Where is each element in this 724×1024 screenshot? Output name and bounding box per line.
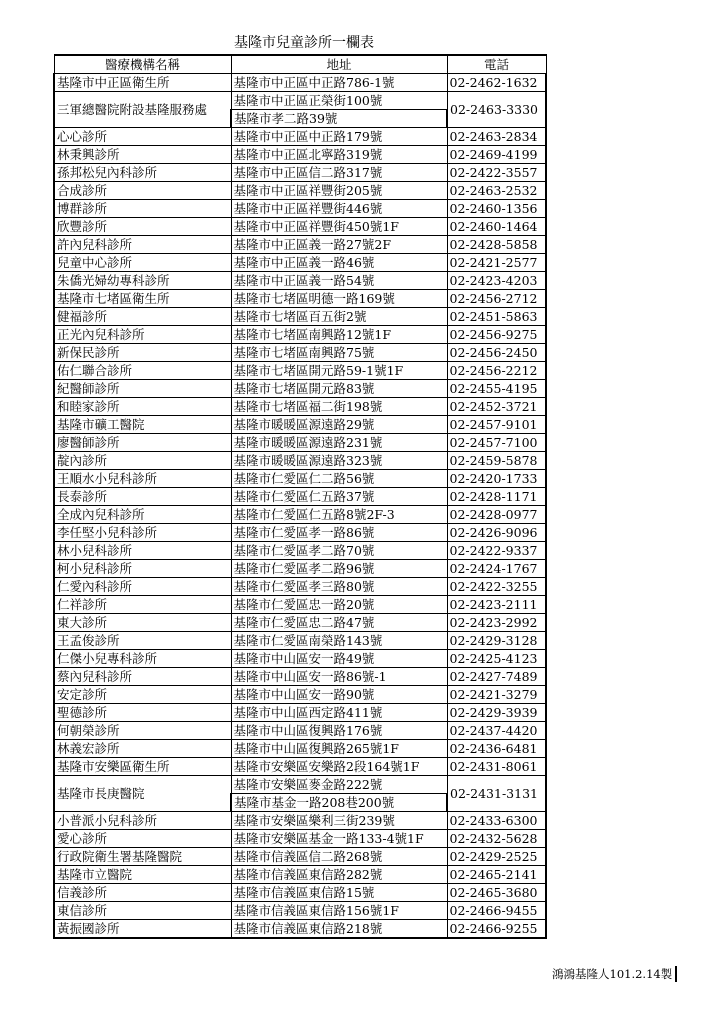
clinic-phone: 02-2466-9455 (447, 902, 546, 920)
table-row (54, 74, 546, 92)
clinic-name: 蔡內兒科診所 (54, 668, 231, 686)
clinic-name: 長泰診所 (54, 488, 231, 506)
clinic-address: 基隆市信義區東信路218號 (231, 920, 447, 939)
table-row (54, 452, 546, 470)
clinic-address: 基隆市信義區東信路15號 (231, 884, 447, 902)
table-row (54, 92, 546, 110)
clinic-name: 基隆市長庚醫院 (54, 776, 231, 812)
clinic-address: 基隆市信義區信二路268號 (231, 848, 447, 866)
clinic-phone: 02-2456-2212 (447, 362, 546, 380)
table-row (54, 416, 546, 434)
table-row (54, 218, 546, 236)
table-row (54, 308, 546, 326)
table-row (54, 542, 546, 560)
clinic-name: 王順水小兒科診所 (54, 470, 231, 488)
table-row (54, 560, 546, 578)
clinic-name: 欣豐診所 (54, 218, 231, 236)
clinic-address: 基隆市安樂區基金一路133-4號1F (231, 830, 447, 848)
clinic-phone: 02-2460-1464 (447, 218, 546, 236)
table-row (54, 722, 546, 740)
column-header-name: 醫療機構名稱 (54, 55, 231, 74)
clinic-phone: 02-2456-9275 (447, 326, 546, 344)
clinic-phone: 02-2456-2712 (447, 290, 546, 308)
clinic-name: 東信診所 (54, 902, 231, 920)
clinic-phone: 02-2423-4203 (447, 272, 546, 290)
clinic-address: 基隆市信義區東信路156號1F (231, 902, 447, 920)
clinic-address: 基隆市安樂區麥金路222號 (231, 776, 447, 794)
table-row (54, 758, 546, 776)
clinic-address: 基隆市中正區義一路27號2F (231, 236, 447, 254)
clinic-address: 基隆市七堵區開元路59-1號1F (231, 362, 447, 380)
column-header-phone: 電話 (447, 55, 546, 74)
clinic-name: 愛心診所 (54, 830, 231, 848)
clinic-address: 基隆市中正區正榮街100號 (231, 92, 447, 110)
clinic-name: 心心診所 (54, 128, 231, 146)
table-row (54, 200, 546, 218)
clinic-name: 聖德診所 (54, 704, 231, 722)
clinic-name: 信義診所 (54, 884, 231, 902)
clinic-name: 博群診所 (54, 200, 231, 218)
clinic-address: 基隆市中正區義一路46號 (231, 254, 447, 272)
table-row (54, 884, 546, 902)
table-row (54, 740, 546, 758)
clinic-name: 基隆市立醫院 (54, 866, 231, 884)
clinic-name: 基隆市礦工醫院 (54, 416, 231, 434)
clinic-address: 基隆市七堵區福二街198號 (231, 398, 447, 416)
clinic-name: 健福診所 (54, 308, 231, 326)
table-row (54, 344, 546, 362)
clinic-name: 黃振國診所 (54, 920, 231, 939)
table-row (54, 254, 546, 272)
table-header-row (54, 55, 546, 74)
clinic-address: 基隆市仁愛區孝一路86號 (231, 524, 447, 542)
clinic-address: 基隆市仁愛區忠一路20號 (231, 596, 447, 614)
clinic-address: 基隆市中山區西定路411號 (231, 704, 447, 722)
table-row (54, 128, 546, 146)
clinic-phone: 02-2462-1632 (447, 74, 546, 92)
table-row (54, 632, 546, 650)
table-row (54, 776, 546, 794)
clinic-address: 基隆市中正區義一路54號 (231, 272, 447, 290)
clinic-address: 基隆市中正區北寧路319號 (231, 146, 447, 164)
clinic-name: 小普派小兒科診所 (54, 812, 231, 830)
clinic-address: 基隆市中正區中正路786-1號 (231, 74, 447, 92)
clinic-address: 基隆市中山區安一路49號 (231, 650, 447, 668)
clinic-address: 基隆市七堵區百五街2號 (231, 308, 447, 326)
clinic-phone: 02-2423-2992 (447, 614, 546, 632)
clinic-name: 仁愛內科診所 (54, 578, 231, 596)
clinic-phone: 02-2420-1733 (447, 470, 546, 488)
clinic-name: 三軍總醫院附設基隆服務處 (54, 92, 231, 128)
clinic-name: 和睦家診所 (54, 398, 231, 416)
clinic-phone: 02-2425-4123 (447, 650, 546, 668)
clinic-address: 基隆市中山區復興路265號1F (231, 740, 447, 758)
clinic-name: 林秉興診所 (54, 146, 231, 164)
clinic-name: 孫邦松兒內科診所 (54, 164, 231, 182)
clinic-address: 基隆市仁愛區南榮路143號 (231, 632, 447, 650)
table-row (54, 650, 546, 668)
clinic-name: 林小兒科診所 (54, 542, 231, 560)
clinic-name: 廖醫師診所 (54, 434, 231, 452)
clinic-phone: 02-2428-1171 (447, 488, 546, 506)
clinic-name: 兒童中心診所 (54, 254, 231, 272)
table-row (54, 236, 546, 254)
clinic-name: 朱僑光婦幼專科診所 (54, 272, 231, 290)
clinic-address: 基隆市七堵區南興路75號 (231, 344, 447, 362)
clinic-name: 佑仁聯合診所 (54, 362, 231, 380)
clinic-phone: 02-2465-2141 (447, 866, 546, 884)
clinic-address: 基隆市仁愛區孝二路70號 (231, 542, 447, 560)
table-row (54, 290, 546, 308)
clinic-phone: 02-2463-3330 (447, 92, 546, 128)
clinic-phone: 02-2422-3255 (447, 578, 546, 596)
clinic-address: 基隆市中正區中正路179號 (231, 128, 447, 146)
clinic-address: 基隆市七堵區開元路83號 (231, 380, 447, 398)
clinic-phone: 02-2422-3557 (447, 164, 546, 182)
clinic-phone: 02-2452-3721 (447, 398, 546, 416)
table-row (54, 272, 546, 290)
clinic-address: 基隆市仁愛區孝二路96號 (231, 560, 447, 578)
clinic-phone: 02-2423-2111 (447, 596, 546, 614)
clinic-phone: 02-2451-5863 (447, 308, 546, 326)
clinic-address: 基隆市仁愛區仁五路8號2F-3 (231, 506, 447, 524)
clinic-phone: 02-2463-2834 (447, 128, 546, 146)
clinic-phone: 02-2432-5628 (447, 830, 546, 848)
clinic-name: 李任堅小兒科診所 (54, 524, 231, 542)
table-row (54, 596, 546, 614)
clinic-name: 紀醫師診所 (54, 380, 231, 398)
clinic-name: 全成內兒科診所 (54, 506, 231, 524)
clinic-address: 基隆市中山區安一路86號-1 (231, 668, 447, 686)
clinic-phone: 02-2431-3131 (447, 776, 546, 812)
clinic-address: 基隆市七堵區明德一路169號 (231, 290, 447, 308)
clinic-address: 基隆市基金一路208巷200號 (231, 794, 447, 812)
table-row (54, 866, 546, 884)
clinic-phone: 02-2456-2450 (447, 344, 546, 362)
clinic-phone: 02-2469-4199 (447, 146, 546, 164)
clinic-name: 基隆市中正區衛生所 (54, 74, 231, 92)
clinic-address: 基隆市孝二路39號 (231, 110, 447, 128)
table-row (54, 848, 546, 866)
clinic-phone: 02-2429-2525 (447, 848, 546, 866)
clinic-phone: 02-2463-2532 (447, 182, 546, 200)
clinic-phone: 02-2427-7489 (447, 668, 546, 686)
table-row (54, 488, 546, 506)
table-row (54, 614, 546, 632)
clinic-address: 基隆市暖暖區源遠路323號 (231, 452, 447, 470)
clinic-phone: 02-2457-7100 (447, 434, 546, 452)
clinic-phone: 02-2429-3128 (447, 632, 546, 650)
table-row (54, 686, 546, 704)
table-row (54, 506, 546, 524)
clinic-name: 基隆市安樂區衛生所 (54, 758, 231, 776)
clinic-phone: 02-2433-6300 (447, 812, 546, 830)
clinic-address: 基隆市仁愛區仁五路37號 (231, 488, 447, 506)
table-row (54, 470, 546, 488)
clinic-phone: 02-2459-5878 (447, 452, 546, 470)
column-header-address: 地址 (231, 55, 447, 74)
table-row (54, 164, 546, 182)
clinic-address: 基隆市暖暖區源遠路231號 (231, 434, 447, 452)
clinic-address: 基隆市暖暖區源遠路29號 (231, 416, 447, 434)
clinic-address: 基隆市中山區復興路176號 (231, 722, 447, 740)
clinic-phone: 02-2466-9255 (447, 920, 546, 939)
clinic-name: 何朝榮診所 (54, 722, 231, 740)
clinic-phone: 02-2422-9337 (447, 542, 546, 560)
clinic-phone: 02-2431-8061 (447, 758, 546, 776)
table-row (54, 524, 546, 542)
table-row (54, 182, 546, 200)
clinic-phone: 02-2429-3939 (447, 704, 546, 722)
clinic-phone: 02-2455-4195 (447, 380, 546, 398)
table-row (54, 146, 546, 164)
table-row (54, 434, 546, 452)
clinic-table (53, 54, 547, 939)
clinic-phone: 02-2428-0977 (447, 506, 546, 524)
clinic-address: 基隆市安樂區樂利三街239號 (231, 812, 447, 830)
table-row (54, 902, 546, 920)
clinic-name: 基隆市七堵區衛生所 (54, 290, 231, 308)
table-row (54, 380, 546, 398)
clinic-phone: 02-2421-3279 (447, 686, 546, 704)
clinic-address: 基隆市信義區東信路282號 (231, 866, 447, 884)
clinic-name: 王孟俊診所 (54, 632, 231, 650)
table-row (54, 398, 546, 416)
table-row (54, 704, 546, 722)
clinic-phone: 02-2457-9101 (447, 416, 546, 434)
clinic-name: 正光內兒科診所 (54, 326, 231, 344)
clinic-address: 基隆市七堵區南興路12號1F (231, 326, 447, 344)
clinic-name: 柯小兒科診所 (54, 560, 231, 578)
clinic-address: 基隆市仁愛區仁二路56號 (231, 470, 447, 488)
clinic-address: 基隆市仁愛區孝三路80號 (231, 578, 447, 596)
clinic-name: 林義宏診所 (54, 740, 231, 758)
table-row (54, 362, 546, 380)
clinic-address: 基隆市安樂區安樂路2段164號1F (231, 758, 447, 776)
clinic-phone: 02-2428-5858 (447, 236, 546, 254)
table-row (54, 920, 546, 939)
clinic-phone: 02-2460-1356 (447, 200, 546, 218)
clinic-address: 基隆市中正區信二路317號 (231, 164, 447, 182)
table-row (54, 578, 546, 596)
clinic-name: 靛內診所 (54, 452, 231, 470)
clinic-name: 行政院衛生署基隆醫院 (54, 848, 231, 866)
clinic-name: 東大診所 (54, 614, 231, 632)
clinic-name: 仁祥診所 (54, 596, 231, 614)
clinic-phone: 02-2421-2577 (447, 254, 546, 272)
table-row (54, 830, 546, 848)
table-row (54, 812, 546, 830)
clinic-name: 合成診所 (54, 182, 231, 200)
clinic-address: 基隆市中正區祥豐街205號 (231, 182, 447, 200)
clinic-name: 許內兒科診所 (54, 236, 231, 254)
clinic-name: 新保民診所 (54, 344, 231, 362)
clinic-phone: 02-2437-4420 (447, 722, 546, 740)
table-row (54, 668, 546, 686)
clinic-address: 基隆市仁愛區忠二路47號 (231, 614, 447, 632)
clinic-phone: 02-2436-6481 (447, 740, 546, 758)
clinic-address: 基隆市中正區祥豐街446號 (231, 200, 447, 218)
table-row (54, 326, 546, 344)
clinic-phone: 02-2465-3680 (447, 884, 546, 902)
clinic-phone: 02-2426-9096 (447, 524, 546, 542)
table-body (54, 74, 546, 939)
clinic-phone: 02-2424-1767 (447, 560, 546, 578)
clinic-address: 基隆市中正區祥豐街450號1F (231, 218, 447, 236)
clinic-address: 基隆市中山區安一路90號 (231, 686, 447, 704)
document-title: 基隆市兒童診所一欄表 (234, 35, 374, 51)
clinic-name: 仁傑小兒專科診所 (54, 650, 231, 668)
footnote: 鴻鴻基隆人101.2.14製 (552, 966, 677, 982)
clinic-name: 安定診所 (54, 686, 231, 704)
